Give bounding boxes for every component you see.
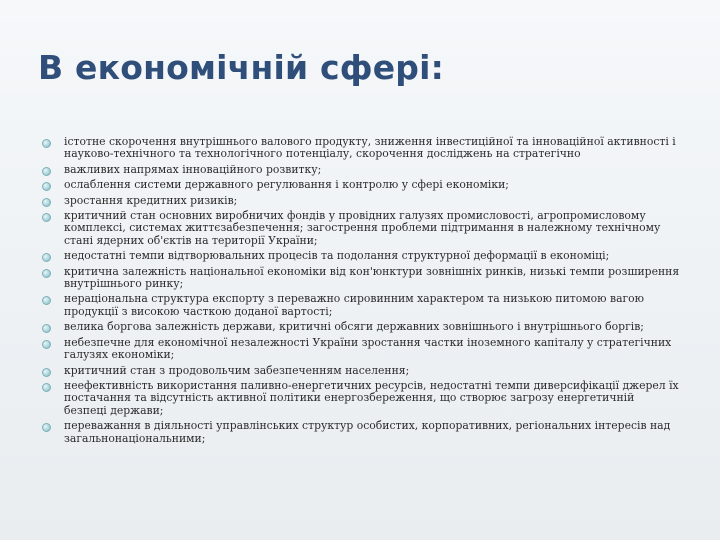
list-item-text: ослаблення системи державного регулювання і контролю у сфері економіки; <box>64 178 509 192</box>
bullet-icon <box>42 253 51 262</box>
list-item <box>40 250 680 262</box>
bullet-icon <box>42 423 51 432</box>
bullet-icon <box>42 198 51 207</box>
bullet-icon <box>42 324 51 333</box>
bullet-icon <box>42 213 51 222</box>
slide-title: В економічній сфері: <box>38 48 445 87</box>
bullet-icon <box>42 167 51 176</box>
list-item-text: істотне скорочення внутрішнього валового продукту, зниження інвестиційної та інноваційної активності і науково-технічного та технологічного потенціалу, скорочення досліджень на стратегічно <box>64 135 676 161</box>
list-item-text: велика боргова залежність держави, критичні обсяги державних зовнішнього і внутрішнього боргів; <box>64 320 644 334</box>
list-item-text: критична залежність національної економіки від кон'юнктури зовнішніх ринків, низькі темпи розширення внутрішнього ринку; <box>64 264 680 291</box>
list-item <box>40 136 680 161</box>
list-item-text: переважання в діяльності управлінських структур особистих, корпоративних, регіональних інтересів над загальнонаціональними; <box>64 419 671 445</box>
list-item <box>40 420 680 445</box>
list-item <box>40 266 680 291</box>
list-item <box>40 195 680 207</box>
bullet-icon <box>42 340 51 349</box>
bullet-icon <box>42 182 51 191</box>
list-item <box>40 337 680 362</box>
list-item <box>40 365 680 377</box>
list-item-text: критичний стан основних виробничих фондів у провідних галузях промисловості, агропромисловому комплексі, системах життєзабезпечення; загострення проблеми підтримання в належному технічному стані ядерних об'єктів на території України; <box>64 209 661 247</box>
list-item <box>40 321 680 333</box>
bullet-list <box>40 136 680 448</box>
bullet-icon <box>42 368 51 377</box>
list-item-text: неефективність використання паливно-енергетичних ресурсів, недостатні темпи диверсифікації джерел їх постачання та відсутність активної політики енергозбереження, що створює загрозу енергетичній безпеці держави; <box>64 378 679 417</box>
list-item-text: важливих напрямах інноваційного розвитку; <box>64 162 322 176</box>
list-item <box>40 179 680 191</box>
list-item-text: нераціональна структура експорту з переважно сировинним характером та низькою питомою вагою продукції з високою часткою доданої вартості; <box>64 292 645 318</box>
bullet-icon <box>42 383 51 392</box>
list-item-text: зростання кредитних ризиків; <box>64 193 238 207</box>
list-item-text: критичний стан з продовольчим забезпеченням населення; <box>64 363 410 377</box>
list-item <box>40 293 680 318</box>
list-item-text: небезпечне для економічної незалежності України зростання частки іноземного капіталу у стратегічних галузях економіки; <box>64 335 672 362</box>
list-item <box>40 210 680 247</box>
list-item <box>40 164 680 176</box>
list-item <box>40 380 680 417</box>
bullet-icon <box>42 269 51 278</box>
bullet-icon <box>42 139 51 148</box>
list-item-text: недостатні темпи відтворювальних процесів та подолання структурної деформації в економіці; <box>64 249 610 263</box>
bullet-icon <box>42 296 51 305</box>
